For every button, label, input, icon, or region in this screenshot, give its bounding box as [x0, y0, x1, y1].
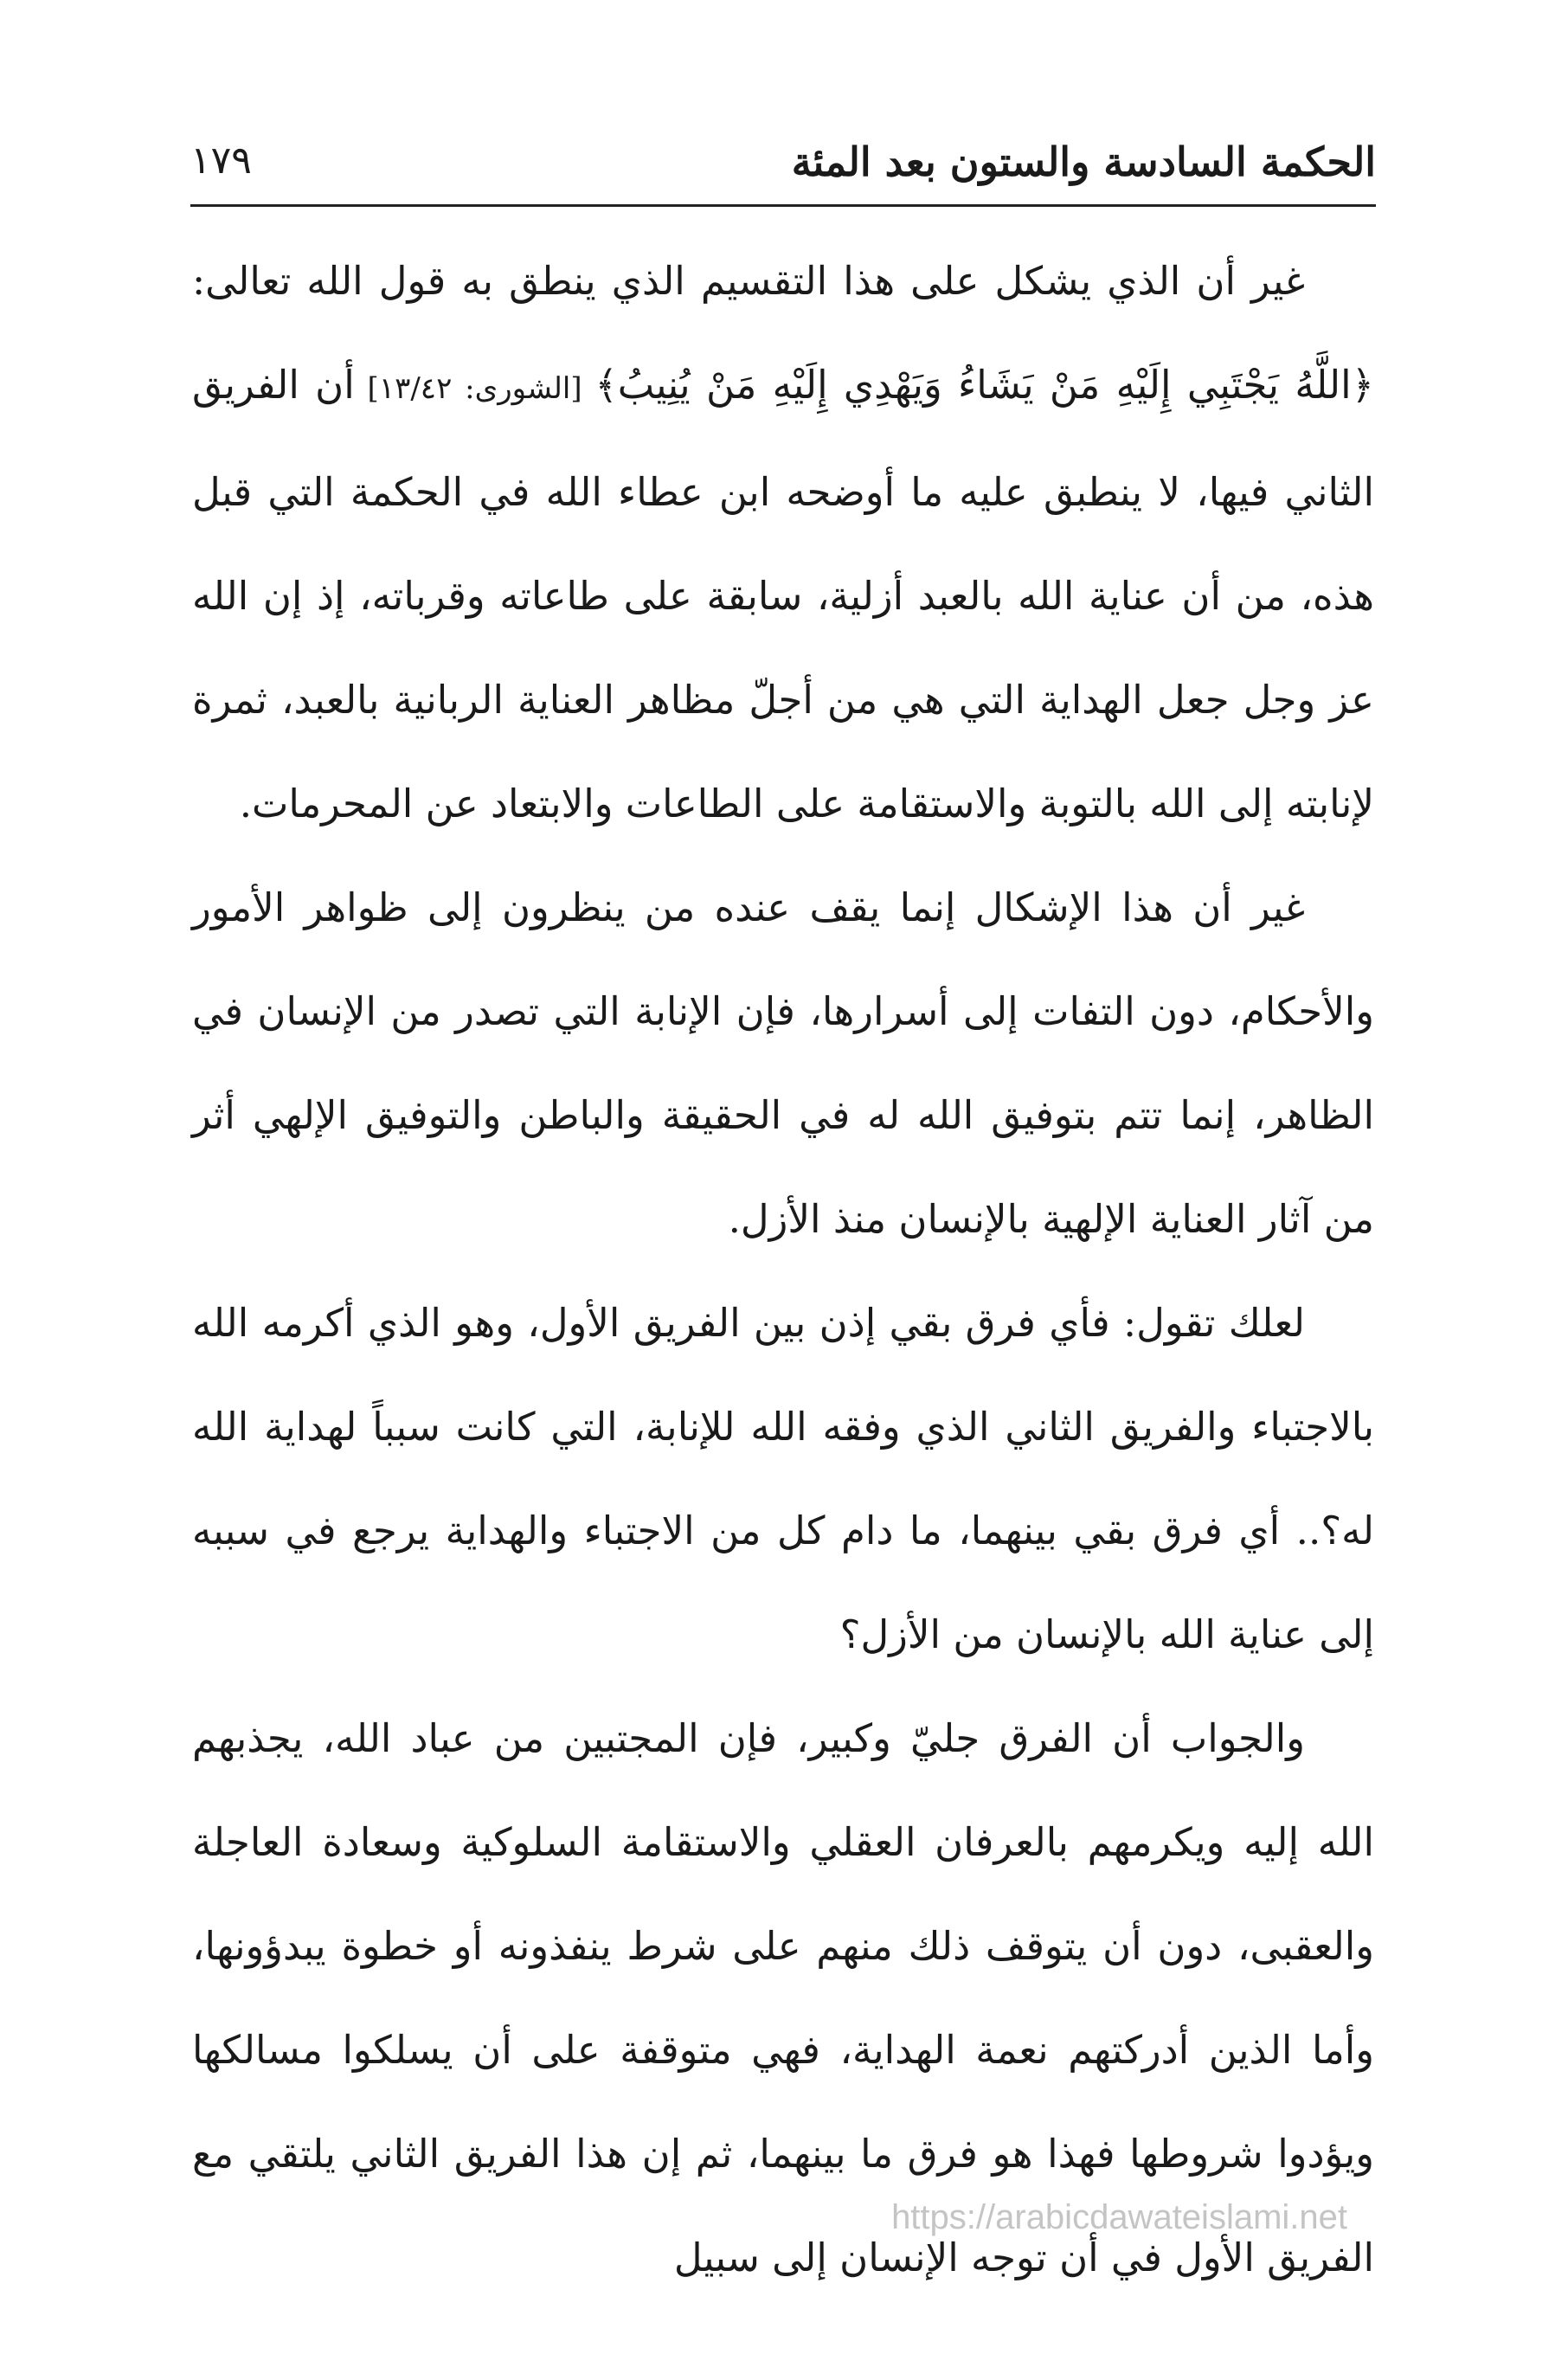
paragraph-1 — [192, 229, 1374, 856]
running-title: الحكمة السادسة والستون بعد المئة — [791, 138, 1376, 185]
paragraph-1-text-after: أن الفريق الثاني فيها، لا ينطبق عليه ما أوضحه ابن عطاء الله في الحكمة التي قبل هذه، من أن عناية الله بالعبد أزلية، سابقة على طاعاته وقرباته، إذ إن الله عز وجل جعل الهداية التي هي من أجلّ مظاهر العناية الربانية بالعبد، ثمرة لإنابته إلى الله بالتوبة والاستقامة على الطاعات والابتعاد عن المحرمات. — [192, 362, 1374, 827]
body-text — [192, 229, 1374, 2310]
verse-citation: [الشورى: ١٣/٤٢] — [354, 371, 595, 406]
running-header — [190, 130, 1376, 199]
paragraph-1-text-before: غير أن الذي يشكل على هذا التقسيم الذي ينطق به قول الله تعالى: — [192, 258, 1305, 304]
quran-verse: ﴿اللَّهُ يَجْتَبِي إِلَيْهِ مَنْ يَشَاءُ وَيَهْدِي إِلَيْهِ مَنْ يُنِيبُ﴾ — [594, 362, 1374, 408]
paragraph-3: لعلك تقول: فأي فرق بقي إذن بين الفريق الأول، وهو الذي أكرمه الله بالاجتباء والفريق الثاني الذي وفقه الله للإنابة، التي كانت سبباً لهداية الله له؟.. أي فرق بقي بينهما، ما دام كل من الاجتباء والهداية يرجع في سببه إلى عناية الله بالإنسان من الأزل؟ — [192, 1300, 1374, 1657]
watermark-url: https://arabicdawateislami.net — [891, 2198, 1347, 2236]
paragraph-2: غير أن هذا الإشكال إنما يقف عنده من ينظرون إلى ظواهر الأمور والأحكام، دون التفات إلى أسرارها، فإن الإنابة التي تصدر من الإنسان في الظاهر، إنما تتم بتوفيق الله له في الحقيقة والباطن والتوفيق الإلهي أثر من آثار العناية الإلهية بالإنسان منذ الأزل. — [192, 884, 1374, 1242]
header-rule — [190, 204, 1376, 207]
paragraph-4: والجواب أن الفرق جليّ وكبير، فإن المجتبين من عباد الله، يجذبهم الله إليه ويكرمهم بالعرفان العقلي والاستقامة السلوكية وسعادة العاجلة والعقبى، دون أن يتوقف ذلك منهم على شرط ينفذونه أو خطوة يبدؤونها، وأما الذين أدركتهم نعمة الهداية، فهي متوقفة على أن يسلكوا مسالكها ويؤدوا شروطها فهذا هو فرق ما بينهما، ثم إن هذا الفريق الثاني يلتقي مع الفريق الأول في أن توجه الإنسان إلى سبيل — [192, 1715, 1374, 2280]
page-number: ١٧٩ — [190, 138, 252, 183]
